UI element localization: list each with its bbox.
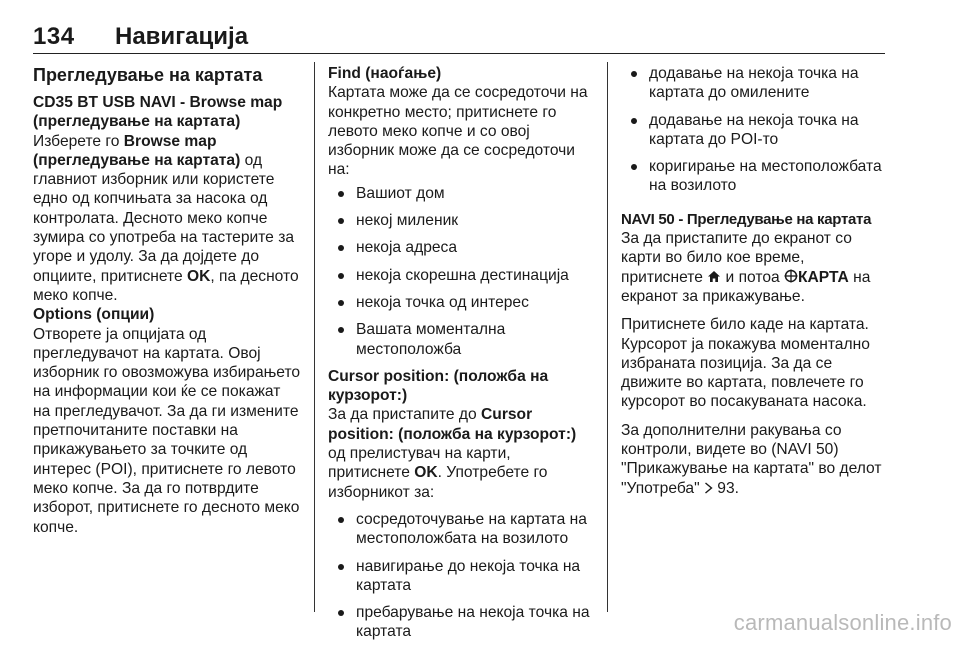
- home-icon: [707, 270, 721, 283]
- find-paragraph: Картата може да се сосредоточи на конкретно место; притиснете го левото меко копче и со овој изборник може да се сосредоточи на:: [328, 84, 588, 179]
- browse-map-paragraph: Изберете го Browse map (прегледување на картата) од главниот изборник или користете едно од копчињата за насока од контролата. Десното меко копче зумира со употреба на тастерите за угоре и удолу. За да дојдете до опциите, притиснете OK, па десното меко копче.: [33, 132, 299, 304]
- subhead-navi50: NAVI 50 - Прегледување на картата: [621, 210, 872, 228]
- subhead-cursor: Cursor position: (положба на курзорот:): [328, 367, 549, 405]
- column-2: [328, 64, 596, 650]
- reference-paragraph: За дополнителни ракувања со контроли, видете во (NAVI 50) "Прикажување на картата" во делот "Употреба" 93.: [621, 421, 882, 497]
- cursor-list-continued: [621, 64, 886, 196]
- cursor-paragraph: За да пристапите до Cursor position: (положба на курзорот:) од прелистувач на карти, притиснете OK. Употребете го изборникот за:: [328, 406, 577, 501]
- subhead-cd35: CD35 BT USB NAVI - Browse map (прегледување на картата): [33, 94, 283, 131]
- list-item: пребарување на некоја точка на картата: [328, 603, 596, 642]
- chapter-title: Навигација: [115, 23, 249, 50]
- find-list: [328, 184, 596, 359]
- subhead-options: Options (опции): [33, 306, 155, 324]
- cursor-paragraph-navi50: Притиснете било каде на картата. Курсорот ја покажува моментално избраната позиција. За да се движите во картата, повлечете го курсорот во посакуваната насока.: [621, 316, 870, 411]
- list-item: Вашата моментална местоположба: [328, 320, 596, 359]
- cursor-list: [328, 510, 596, 642]
- list-item: навигирање до некоја точка на картата: [328, 557, 596, 596]
- list-item: коригирање на местоположбата на возилото: [621, 157, 886, 196]
- list-item: некој миленик: [328, 211, 596, 230]
- subhead-find: Find (наоѓање): [328, 65, 442, 82]
- list-item: додавање на некоја точка на картата до POI-то: [621, 111, 886, 150]
- column-divider: [314, 62, 315, 612]
- list-item: некоја точка од интерес: [328, 293, 596, 312]
- section-title: Прегледување на картата: [33, 65, 263, 85]
- list-item: некоја скорешна дестинација: [328, 266, 596, 285]
- list-item: некоја адреса: [328, 238, 596, 257]
- page-reference-icon: [704, 482, 713, 494]
- navi50-paragraph: За да пристапите до екранот со карти во било кое време, притиснете и потоа КАРТА на екранот за прикажување.: [621, 230, 871, 305]
- column-1: [33, 64, 301, 537]
- column-divider: [607, 62, 608, 612]
- watermark: carmanualsonline.info: [733, 610, 952, 635]
- column-3: [621, 64, 886, 498]
- options-paragraph: Отворете ја опцијата од прегледувачот на картата. Овој изборник го овозможува избирањето на информации кои ќе се покажат на прегледувачот. За да ги измените претпочитаните поставки на прикажувањето за точките од интерес (POI), притиснете го левото меко копче. За да го потврдите изборот, притиснете го десното меко копче.: [33, 325, 301, 536]
- list-item: сосредоточување на картата на местоположбата на возилото: [328, 510, 596, 549]
- map-target-icon: [784, 269, 798, 283]
- page-number: 134: [33, 23, 75, 50]
- list-item: Вашиот дом: [328, 184, 596, 203]
- page-header: [33, 25, 885, 54]
- list-item: додавање на некоја точка на картата до омилените: [621, 64, 886, 103]
